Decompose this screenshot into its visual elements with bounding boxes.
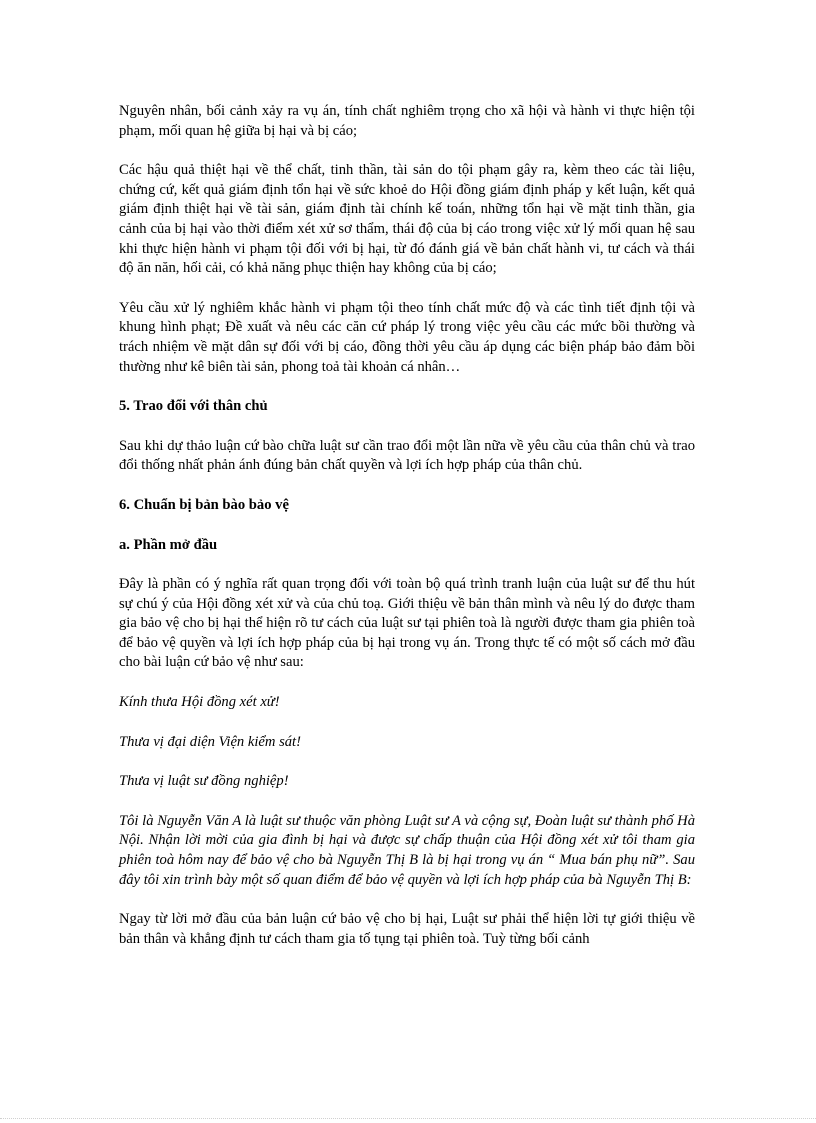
paragraph-strict-handling-request: Yêu cầu xử lý nghiêm khắc hành vi phạm tội theo tính chất mức độ và các tình tiết định tội và khung hình phạt; Đề xuất và nêu các căn cứ pháp lý trong việc yêu cầu các mức bồi thường và trách nhiệm về mặt dân sự đối với bị cáo, đồng thời yêu cầu áp dụng các biện pháp bảo đảm bồi thường như kê biên tài sản, phong toả tài khoản cá nhân… [119,299,695,375]
paragraph-damage-consequences: Các hậu quả thiệt hại về thể chất, tinh thần, tài sản do tội phạm gây ra, kèm theo các tài liệu, chứng cứ, kết quả giám định tổn hại về sức khoẻ do Hội đồng giám định pháp y kết luận, kết quả giám định thiệt hại về tài sản, giám định tài chính kế toán, những tổn hại về mặt tinh thần, gia cảnh của bị hại vào thời điểm xét xử sơ thẩm, thái độ của bị cáo trong việc xử lý mối quan hệ sau khi thực hiện hành vi phạm tội đối với bị hại, từ đó đánh giá về bản chất hành vi, tư cách và thái độ ăn năn, hối cải, có khả năng phục thiện hay không của bị cáo; [119,162,695,277]
paragraph-case-context: Nguyên nhân, bối cảnh xảy ra vụ án, tính chất nghiêm trọng cho xã hội và hành vi thực hiện tội phạm, mối quan hệ giữa bị hại và bị cáo; [119,103,695,139]
paragraph-sample-introduction: Tôi là Nguyễn Văn A là luật sư thuộc văn phòng Luật sư A và cộng sự, Đoàn luật sư thành phố Hà Nội. Nhận lời mời của gia đình bị hại và được sự chấp thuận của Hội đồng xét xử tôi tham gia phiên toà hôm nay để bảo vệ cho bà Nguyễn Thị B là bị hại trong vụ án “ Mua bán phụ nữ”. Sau đây tôi xin trình bày một số quan điểm để bảo vệ quyền và lợi ích hợp pháp của bà Nguyễn Thị B: [119,812,695,888]
paragraph-client-discussion: Sau khi dự thảo luận cứ bào chữa luật sư cần trao đổi một lần nữa về yêu cầu của thân chủ và trao đổi thống nhất phản ánh đúng bản chất quyền và lợi ích hợp pháp của thân chủ. [119,437,695,474]
heading-section-6: 6. Chuẩn bị bản bào bảo vệ [119,496,289,513]
salutation-procuracy: Thưa vị đại diện Viện kiểm sát! [119,733,301,750]
salutation-colleagues: Thưa vị luật sư đồng nghiệp! [119,773,289,790]
page-bottom-divider [0,1118,816,1119]
paragraph-opening-importance: Đây là phần có ý nghĩa rất quan trọng đối với toàn bộ quá trình tranh luận của luật sư để thu hút sự chú ý của Hội đồng xét xử và của chủ toạ. Giới thiệu về bản thân mình và nêu lý do được tham gia bảo vệ cho bị hại thể hiện rõ tư cách của luật sư tại phiên toà là người được tham gia phiên toà để bảo vệ quyền và lợi ích hợp pháp của bị hại trong vụ án. Trong thực tế có một số cách mở đầu cho bài luận cứ bảo vệ như sau: [119,576,695,671]
heading-section-5: 5. Trao đổi với thân chủ [119,398,268,415]
document-page [119,102,695,969]
paragraph-introduction-guidance: Ngay từ lời mở đầu của bản luận cứ bảo vệ cho bị hại, Luật sư phải thể hiện lời tự giới thiệu về bản thân và khẳng định tư cách tham gia tố tụng tại phiên toà. Tuỳ từng bối cảnh [119,911,695,947]
heading-subsection-a: a. Phần mở đầu [119,536,218,553]
salutation-trial-panel: Kính thưa Hội đồng xét xử! [119,694,280,711]
